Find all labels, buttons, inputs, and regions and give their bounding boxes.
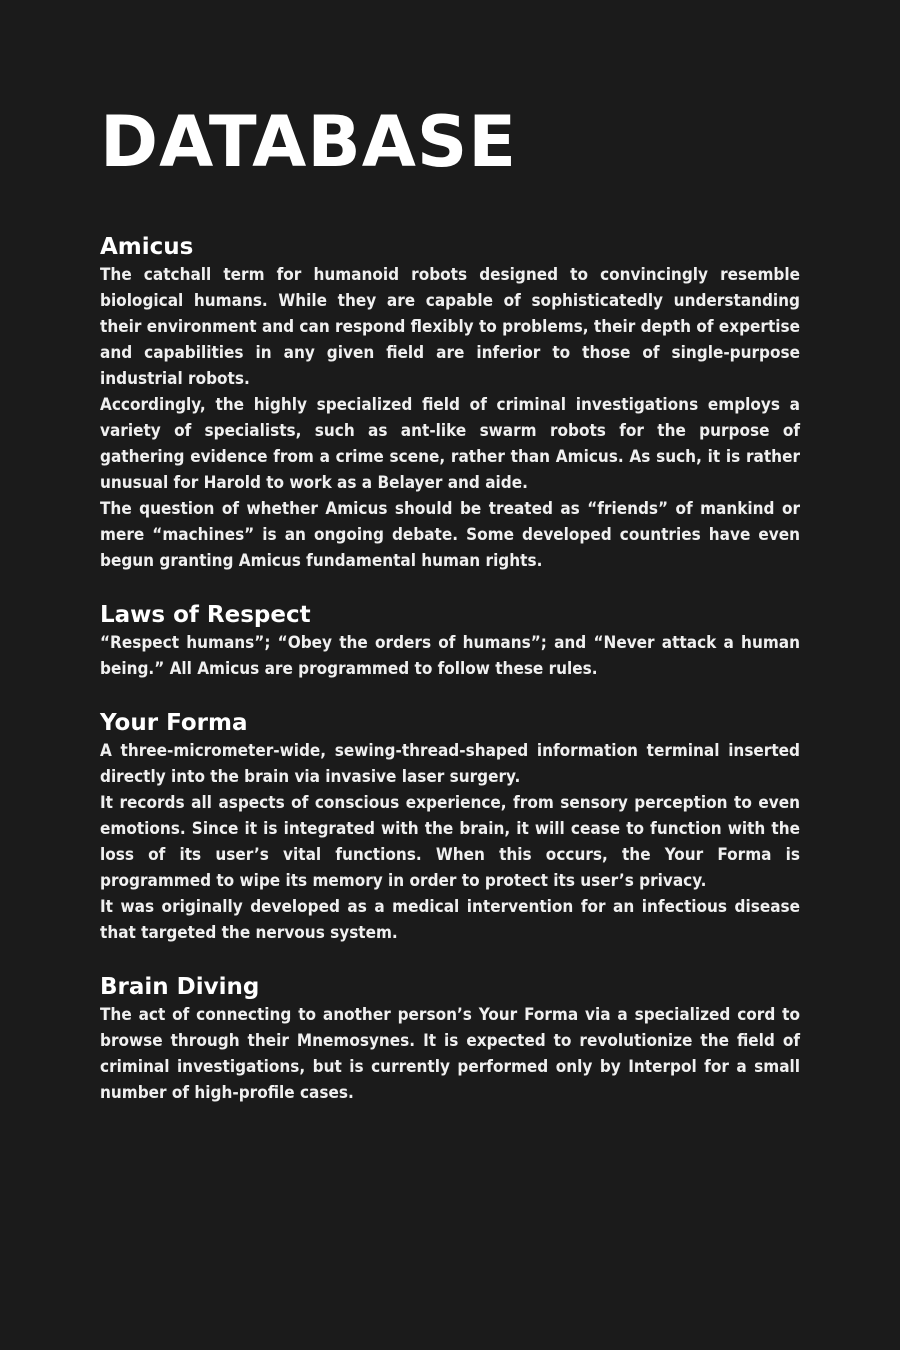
entry-heading: Amicus	[100, 234, 194, 260]
entry-paragraph: A three-micrometer-wide, sewing-thread-shaped information terminal inserted directly into the brain via invasive laser surgery.	[100, 741, 800, 787]
entry-paragraph: The question of whether Amicus should be treated as “friends” of mankind or mere “machines” is an ongoing debate. Some developed countries have even begun granting Amicus fundamental human rights.	[100, 499, 800, 571]
entry-heading: Your Forma	[100, 710, 248, 736]
entry-heading: Brain Diving	[100, 974, 260, 1000]
entry-your-forma	[100, 708, 800, 946]
entry-paragraph: “Respect humans”; “Obey the orders of humans”; and “Never attack a human being.” All Amicus are programmed to follow these rules.	[100, 633, 800, 679]
entry-laws-of-respect	[100, 600, 800, 682]
entry-paragraph: Accordingly, the highly specialized field of criminal investigations employs a variety of specialists, such as ant-like swarm robots for the purpose of gathering evidence from a crime scene, rather than Amicus. As such, it is rather unusual for Harold to work as a Belayer and aide.	[100, 395, 800, 493]
entry-paragraph: It records all aspects of conscious experience, from sensory perception to even emotions. Since it is integrated with the brain, it will cease to function with the loss of its user’s vital functions. When this occurs, the Your Forma is programmed to wipe its memory in order to protect its user’s privacy.	[100, 793, 800, 891]
page-title: DATABASE	[100, 101, 518, 183]
entry-amicus	[100, 232, 800, 574]
entry-heading: Laws of Respect	[100, 602, 311, 628]
entry-paragraph: The act of connecting to another person’s Your Forma via a specialized cord to browse through their Mnemosynes. It is expected to revolutionize the field of criminal investigations, but is currently performed only by Interpol for a small number of high-profile cases.	[100, 1005, 800, 1103]
entry-paragraph: The catchall term for humanoid robots designed to convincingly resemble biological humans. While they are capable of sophisticatedly understanding their environment and can respond flexibly to problems, their depth of expertise and capabilities in any given field are inferior to those of single-purpose industrial robots.	[100, 265, 800, 389]
entry-paragraph: It was originally developed as a medical intervention for an infectious disease that targeted the nervous system.	[100, 897, 800, 943]
entry-brain-diving	[100, 972, 800, 1106]
